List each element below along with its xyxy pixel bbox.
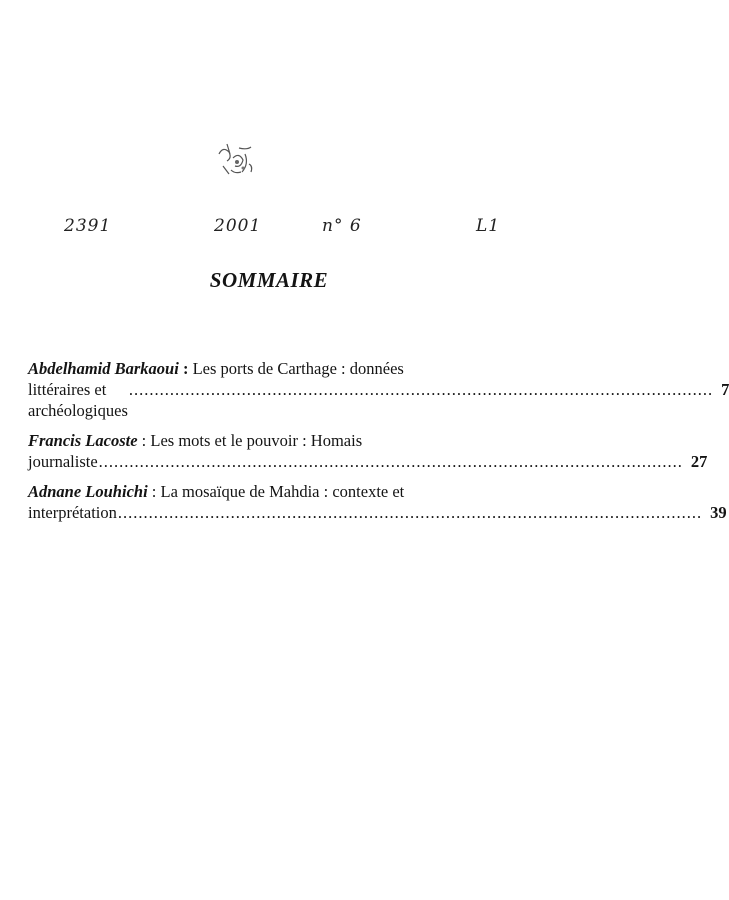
toc-author: Adnane Louhichi [28, 482, 148, 501]
toc-separator: : [147, 482, 161, 501]
toc-leader-dots: .................................................................................................................. [98, 452, 683, 471]
toc-title: Les ports de Carthage : données [192, 359, 404, 378]
toc-entry-line1 [28, 481, 514, 502]
handwritten-note: n° 6 [322, 216, 362, 236]
toc-page-number: 7 [721, 380, 729, 399]
toc-author: Abdelhamid Barkaoui [28, 359, 179, 378]
toc-title-continued: journaliste [28, 452, 98, 471]
toc-page-number: 27 [690, 452, 708, 471]
toc-entry-line2 [28, 379, 729, 421]
toc-leader-dots: .................................................................................................................. [117, 503, 703, 522]
toc-entry[interactable] [28, 481, 727, 523]
toc-entry-line2 [28, 502, 727, 523]
toc-title-continued: interprétation [28, 503, 117, 522]
toc-entry-line1 [28, 430, 514, 451]
table-of-contents [28, 358, 729, 532]
handwritten-note: 2391 [64, 216, 112, 236]
handwritten-note: 2001 [214, 216, 262, 236]
page-title: SOMMAIRE [209, 268, 329, 292]
toc-title: Les mots et le pouvoir : Homais [150, 431, 363, 450]
toc-leader-dots: .................................................................................................................. [128, 380, 714, 399]
toc-separator: : [178, 359, 193, 378]
library-stamp [213, 140, 263, 187]
toc-separator: : [137, 431, 151, 450]
toc-author: Francis Lacoste [28, 431, 138, 450]
toc-title-continued: littéraires et archéologiques [28, 380, 128, 420]
toc-entry[interactable] [28, 430, 708, 472]
handwritten-note: L1 [476, 216, 501, 236]
toc-entry-line1 [28, 358, 514, 379]
toc-title: La mosaïque de Mahdia : contexte et [160, 482, 405, 501]
toc-entry[interactable] [28, 358, 729, 421]
toc-page-number: 39 [710, 503, 727, 522]
toc-entry-line2 [28, 451, 708, 472]
